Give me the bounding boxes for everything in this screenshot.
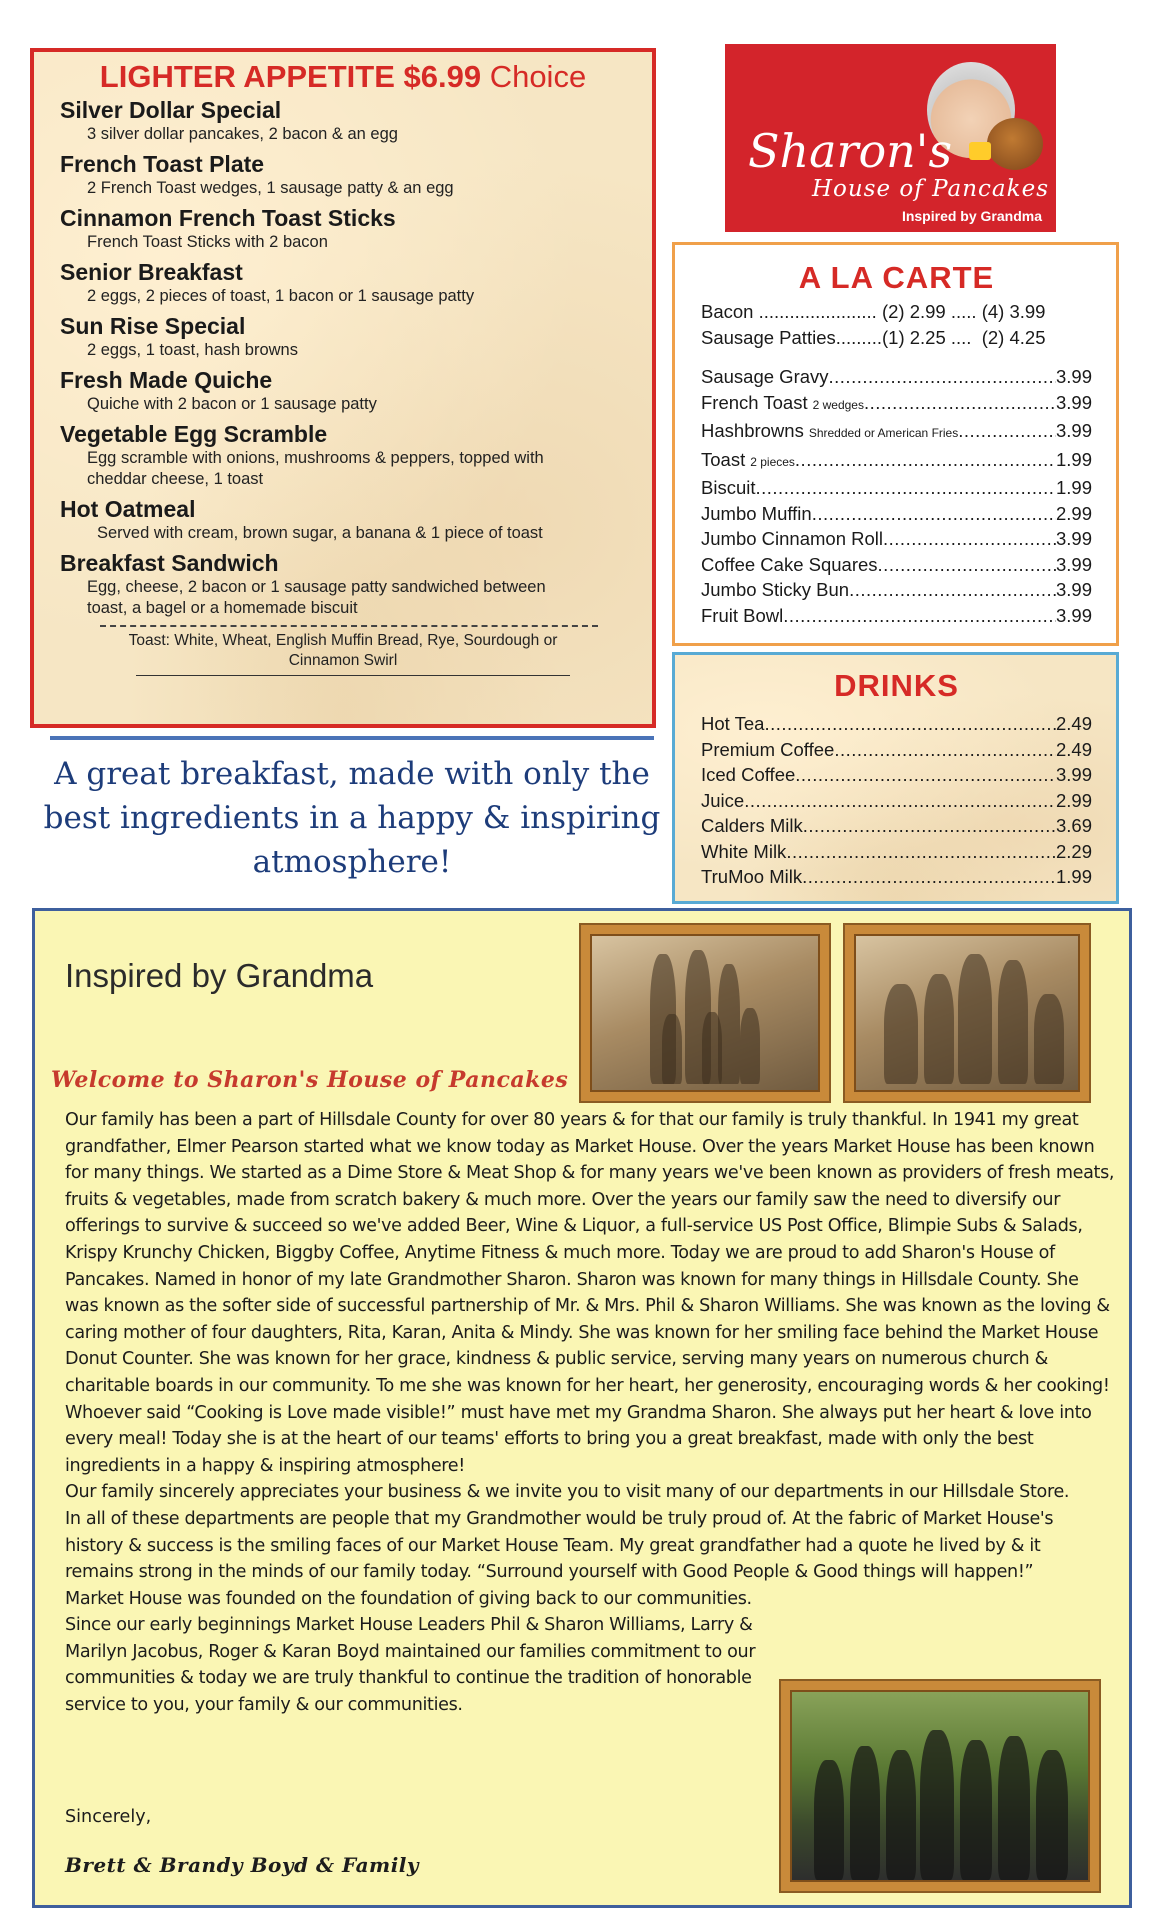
price-row xyxy=(701,788,1092,814)
price-row xyxy=(701,552,1092,578)
menu-item-name: Breakfast Sandwich xyxy=(60,550,279,576)
item-label: Coffee Cake Squares xyxy=(701,553,878,575)
menu-item xyxy=(60,150,626,199)
price-row xyxy=(701,603,1092,629)
leader-dots xyxy=(795,447,1056,473)
menu-item-desc: French Toast Sticks with 2 bacon xyxy=(87,233,328,251)
item-label: Sausage Patties xyxy=(701,326,836,348)
menu-item-desc: 2 French Toast wedges, 1 sausage patty & an egg xyxy=(87,179,454,197)
item-note: 2 pieces xyxy=(750,454,795,469)
divider xyxy=(50,736,654,740)
leader-dots xyxy=(834,737,1056,763)
item-label: Toast xyxy=(701,448,746,470)
item-label: Hot Tea xyxy=(701,713,765,734)
menu-item-desc: 3 silver dollar pancakes, 2 bacon & an egg xyxy=(87,125,398,143)
a-la-carte-panel xyxy=(672,242,1119,646)
logo-tagline: Inspired by Grandma xyxy=(901,208,1042,224)
divider xyxy=(136,675,570,676)
tagline: A great breakfast, made with only the best ingredients in a happy & inspiring atmosphere! xyxy=(43,756,661,880)
closing: Sincerely, xyxy=(65,1807,152,1827)
leader-dots xyxy=(744,788,1056,814)
item-label: Juice xyxy=(701,789,745,811)
item-label: Premium Coffee xyxy=(701,738,835,760)
price-row xyxy=(701,447,1092,476)
price-row xyxy=(701,864,1092,890)
welcome-heading: Welcome to Sharon's House of Pancakes xyxy=(51,1067,569,1093)
story-title: Inspired by Grandma xyxy=(65,957,374,994)
menu-item-name: Silver Dollar Special xyxy=(60,97,282,123)
price-row xyxy=(701,737,1092,763)
menu-item xyxy=(60,204,626,253)
menu-item xyxy=(60,495,626,544)
leader-dots xyxy=(783,603,1056,629)
item-label: Iced Coffee xyxy=(701,764,796,785)
price-row xyxy=(701,762,1092,788)
item-label: White Milk xyxy=(701,840,787,862)
item-price: ....................... (2) 2.99 ..... (4) 3.99 xyxy=(753,301,1046,322)
lighter-appetite-title: LIGHTER APPETITE $6.99 Choice xyxy=(99,59,587,94)
menu-item-name: Sun Rise Special xyxy=(60,313,246,339)
toast-options-note: Toast: White, Wheat, English Muffin Bread, Rye, Sourdough or Cinnamon Swirl xyxy=(128,632,558,669)
item-price: 3.99 xyxy=(1055,391,1092,413)
item-price: 2.99 xyxy=(1055,789,1092,811)
menu-item-name: French Toast Plate xyxy=(60,151,265,177)
logo-name: Sharon's xyxy=(747,124,953,178)
item-price: 1.99 xyxy=(1055,866,1092,887)
dashed-divider xyxy=(100,625,598,627)
menu-item xyxy=(60,420,626,490)
leader-dots xyxy=(812,501,1056,527)
item-label: Hashbrowns xyxy=(701,420,804,441)
price-row xyxy=(701,577,1092,603)
price-row xyxy=(701,299,1092,325)
item-price: 1.99 xyxy=(1055,477,1092,498)
menu-item-name: Fresh Made Quiche xyxy=(60,367,273,393)
item-price: 3.99 xyxy=(1055,420,1092,441)
a-la-carte-title: A LA CARTE xyxy=(798,260,995,295)
family-photo-vintage-2 xyxy=(845,925,1089,1101)
leader-dots xyxy=(764,711,1056,737)
menu-item-desc: Served with cream, brown sugar, a banana & 1 piece of toast xyxy=(97,524,543,542)
menu-item xyxy=(60,549,626,619)
logo xyxy=(725,44,1056,232)
story-paragraph: Our family has been a part of Hillsdale County for over 80 years & for that our family is truly thankful. In 1941 my great grandfather, Elmer Pearson started what we know today as Market House. Over the years Market House has been known for many things. We started as a Dime Store & Meat Shop & for many years we've been known as providers of fresh meats, fruits & vegetables, made from scratch bakery & much more. Over the years our family saw the need to diversify our offerings to survive & succeed so we've added Beer, Wine & Liquor, a full-service US Post Office, Blimpie Subs & Salads, Krispy Krunchy Chicken, Biggby Coffee, Anytime Fitness & much more. Today we are proud to add Sharon's House of Pancakes. Named in honor of my late Grandmother Sharon. Sharon was known for many things in Hillsdale County. She was known as the softer side of successful partnership of Mr. & Mrs. Phil & Sharon Williams. She was known as the loving & caring mother of four daughters, Rita, Karan, Anita & Mindy. She was known for her smiling face behind the Market House Donut Counter. She was known for her grace, kindness & public service, serving many years on numerous church & charitable boards in our community. To me she was known for her heart, her generosity, encouraging words & her cooking! Whoever said “Cooking is Love made visible!” must have met my Grandma Sharon. She always put her heart & love into every meal! Today she is at the heart of our teams' efforts to bring you a great breakfast, made with only the best ingredients in a happy & inspiring atmosphere! xyxy=(65,1110,1115,1476)
leader-dots xyxy=(878,552,1056,578)
story-body xyxy=(65,1107,1115,1719)
leader-dots xyxy=(756,475,1056,501)
item-price: 3.99 xyxy=(1055,553,1092,575)
drinks-title: DRINKS xyxy=(834,668,959,703)
price-row xyxy=(701,711,1092,737)
menu-item xyxy=(60,96,626,145)
item-price: 3.99 xyxy=(1055,604,1092,626)
price-row xyxy=(701,418,1092,447)
item-label: Biscuit xyxy=(701,477,756,498)
item-price: 3.99 xyxy=(1055,579,1092,600)
menu-item xyxy=(60,366,626,415)
menu-item-desc: 2 eggs, 1 toast, hash browns xyxy=(87,341,298,359)
price-row xyxy=(701,813,1092,839)
item-label: Jumbo Cinnamon Roll xyxy=(701,528,884,549)
price-row xyxy=(701,325,1092,351)
leader-dots xyxy=(829,364,1056,390)
pancake-icon xyxy=(987,118,1043,170)
item-price: 3.99 xyxy=(1055,528,1092,549)
signature: Brett & Brandy Boyd & Family xyxy=(65,1853,420,1877)
price-row xyxy=(701,501,1092,527)
menu-item-name: Senior Breakfast xyxy=(60,259,243,285)
leader-dots xyxy=(786,839,1056,865)
price-row xyxy=(701,390,1092,419)
item-label: Fruit Bowl xyxy=(701,604,784,626)
drinks-panel xyxy=(672,652,1119,904)
leader-dots xyxy=(864,390,1056,416)
menu-item-name: Hot Oatmeal xyxy=(60,496,196,522)
price-row xyxy=(701,475,1092,501)
item-price: 3.99 xyxy=(1055,764,1092,785)
item-note: 2 wedges xyxy=(812,397,864,412)
leader-dots xyxy=(795,762,1056,788)
item-label: Jumbo Sticky Bun xyxy=(701,579,850,600)
menu-item-desc: Quiche with 2 bacon or 1 sausage patty xyxy=(87,395,377,413)
leader-dots xyxy=(958,418,1056,444)
a-la-carte-list xyxy=(701,364,1092,628)
item-price: 2.49 xyxy=(1055,738,1092,760)
price-row xyxy=(701,526,1092,552)
item-label: French Toast xyxy=(701,391,808,413)
drinks-list xyxy=(701,711,1092,890)
item-label: TruMoo Milk xyxy=(701,866,803,887)
price-row xyxy=(701,839,1092,865)
item-price: 2.29 xyxy=(1055,840,1092,862)
story-paragraph: Our family sincerely appreciates your business & we invite you to visit many of our departments in our Hillsdale Store. In all of these departments are people that my Grandmother would be truly proud of. At the fabric of Market House's history & success is the smiling faces of our Market House Team. My great grandfather had a quote he lived by & it remains strong in the minds of our family today. “Surround yourself with Good People & Good things will happen!” xyxy=(65,1482,1070,1583)
item-price: 3.69 xyxy=(1055,815,1092,836)
menu-item-desc: Egg scramble with onions, mushrooms & peppers, topped with cheddar cheese, 1 toast xyxy=(87,449,544,488)
story-panel xyxy=(32,908,1132,1908)
item-price: .........(1) 2.25 .... (2) 4.25 xyxy=(835,326,1046,348)
item-price: 1.99 xyxy=(1055,448,1092,470)
menu-item xyxy=(60,258,626,307)
item-label: Sausage Gravy xyxy=(701,366,829,387)
menu-item-desc: Egg, cheese, 2 bacon or 1 sausage patty sandwiched between toast, a bagel or a homemade biscuit xyxy=(87,578,546,617)
leader-dots xyxy=(803,813,1056,839)
item-price: 2.49 xyxy=(1055,713,1092,734)
leader-dots xyxy=(849,577,1056,603)
logo-subtitle: House of Pancakes xyxy=(811,176,1049,202)
menu-item xyxy=(60,312,626,361)
family-photo-vintage-1 xyxy=(581,925,829,1101)
story-paragraph: Market House was founded on the foundation of giving back to our communities. Since our early beginnings Market House Leaders Phil & Sharon Williams, Larry & Marilyn Jacobus, Roger & Karan Boyd maintained our families commitment to our communities & today we are truly thankful to continue the tradition of honorable service to you, your family & our communities. xyxy=(65,1588,756,1716)
family-photo-current xyxy=(781,1681,1099,1891)
leader-dots xyxy=(802,864,1056,890)
menu-item-name: Cinnamon French Toast Sticks xyxy=(60,205,396,231)
leader-dots xyxy=(883,526,1056,552)
item-label: Calders Milk xyxy=(701,815,803,836)
item-price: 3.99 xyxy=(1055,366,1092,387)
item-price: 2.99 xyxy=(1055,502,1092,524)
menu-item-name: Vegetable Egg Scramble xyxy=(60,421,328,447)
lighter-appetite-panel xyxy=(30,48,656,728)
price-row xyxy=(701,364,1092,390)
item-label: Jumbo Muffin xyxy=(701,502,812,524)
menu-item-desc: 2 eggs, 2 pieces of toast, 1 bacon or 1 sausage patty xyxy=(87,287,475,305)
item-note: Shredded or American Fries xyxy=(808,426,959,440)
item-label: Bacon xyxy=(701,301,754,322)
